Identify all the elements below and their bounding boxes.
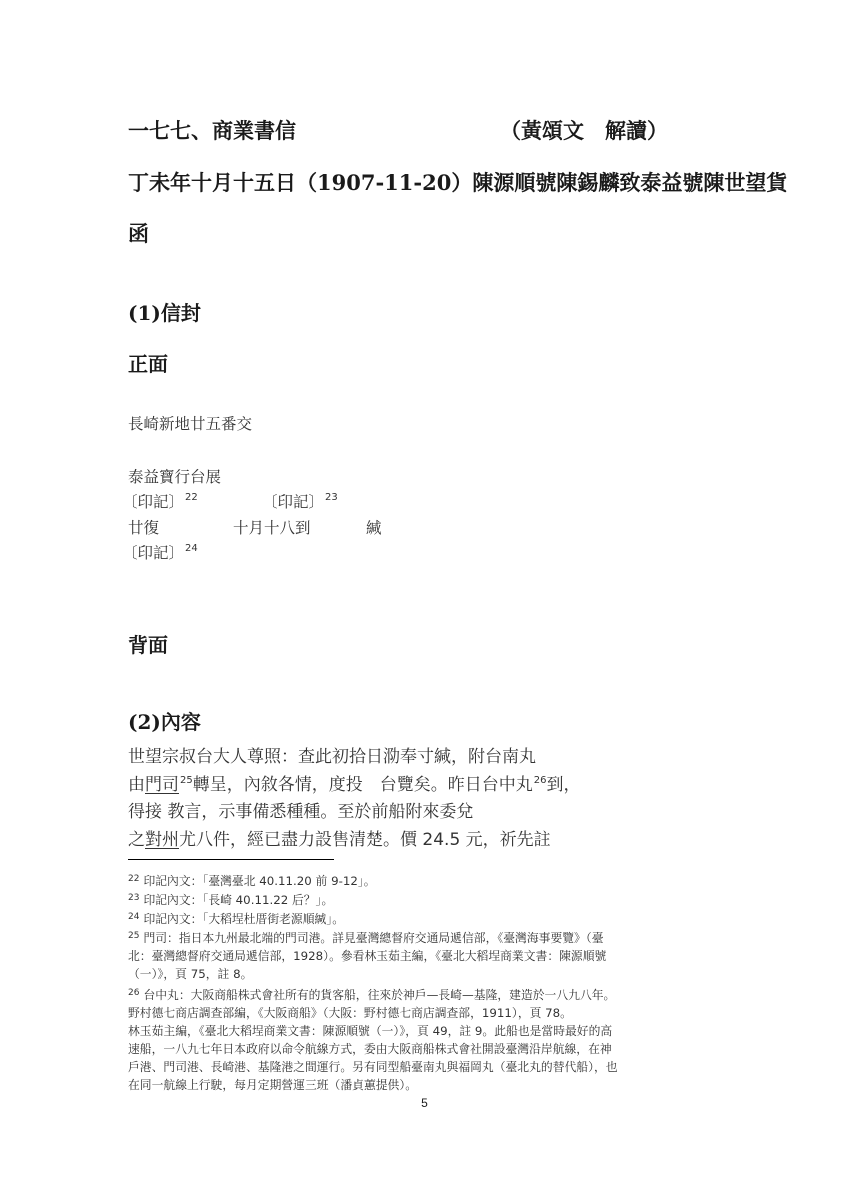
- footnote-line: 在同一航線上行駛，每月定期營運三班（潘貞蕙提供）。: [128, 1078, 418, 1092]
- letter-line-4: [128, 825, 551, 850]
- footnote-number: 24: [128, 912, 140, 922]
- seal-text: 〔印記〕: [122, 544, 185, 562]
- place-tsushima: 對州: [145, 830, 179, 850]
- letter-subtitle-line1: 丁未年十月十五日（1907-11-20）陳源順號陳錫麟致泰益號陳世望貨: [128, 170, 788, 195]
- footnote-line: 野村德七商店調查部編，《大阪商船》（大阪：野村德七商店調查部，1911），頁 78。: [128, 1006, 572, 1020]
- letter-subtitle-line2: 函: [128, 221, 149, 246]
- seal-mark-24: [122, 541, 198, 563]
- translator-credit: （黃頌文 解讀）: [500, 118, 668, 143]
- footnote-line: 北：臺灣總督府交通局遞信部，1928）。參看林玉茹主編，《臺北大稻埕商業文書：陳源順號: [128, 949, 607, 963]
- sealed-mark: 緘: [366, 519, 382, 537]
- back-label: 背面: [128, 633, 168, 657]
- footnote-line: 門司：指日本九州最北端的門司港。詳見臺灣總督府交通局遞信部，《臺灣海事要覽》（臺: [143, 931, 604, 945]
- place-moji: 門司: [145, 775, 179, 795]
- footnote-22: [128, 870, 376, 890]
- received-date: 十月十八到: [233, 519, 311, 537]
- text-run: 尤八件，經已盡力設售清楚。價 24.5 元，祈先註: [179, 830, 551, 850]
- footnote-number: 23: [128, 893, 140, 903]
- letter-line-2: [128, 770, 580, 795]
- seal-text: 〔印記〕: [262, 493, 325, 511]
- footnote-text: 印記內文：「長崎 40.11.22 后？」。: [143, 893, 334, 907]
- front-label: 正面: [128, 352, 168, 376]
- footnote-line: 台中丸：大阪商船株式會社所有的貨客船，往來於神戶—長崎—基隆，建造於一八九八年。: [143, 988, 616, 1002]
- seal-mark-22: [122, 490, 198, 512]
- footnote-line: 林玉茹主編，《臺北大稻埕商業文書：陳源順號（一）》，頁 49，註 9。此船也是當時最好的高: [128, 1024, 613, 1038]
- footnote-number: 26: [128, 988, 140, 998]
- footnote-24: [128, 908, 344, 928]
- footnote-text: 印記內文：「大稻埕杜厝街老源順緘」。: [143, 912, 344, 926]
- footnote-text: 印記內文：「臺灣臺北 40.11.20 前 9-12」。: [143, 874, 376, 888]
- text-run: 轉呈，內敘各情，度投 台覽矣。昨日台中丸: [192, 775, 533, 795]
- envelope-address: 長崎新地廿五番交: [128, 415, 253, 433]
- footnote-number: 25: [128, 931, 140, 941]
- footnote-line: （一）》，頁 75，註 8。: [128, 967, 253, 981]
- text-run: 到，: [546, 775, 581, 795]
- section-heading-content: (2)內容: [128, 710, 201, 734]
- letter-line-1: 世望宗叔台大人尊照：查此初拾日泐奉寸緘，附台南丸: [128, 747, 536, 767]
- seal-mark-23: [262, 490, 338, 512]
- footnote-divider: [128, 859, 334, 860]
- footnote-23: [128, 889, 333, 909]
- letter-line-3: 得接 教言，示事備悉種種。至於前船附來委兌: [128, 802, 474, 822]
- section-heading-envelope: (1)信封: [128, 301, 201, 325]
- page-number: 5: [421, 1096, 428, 1110]
- footnote-line: 戶港、門司港、長崎港、基隆港之間運行。另有同型船臺南丸與福岡丸（臺北丸的替代船），也: [128, 1060, 618, 1074]
- footnote-ref-22[interactable]: 22: [185, 492, 198, 503]
- footnote-line: 速船，一八九七年日本政府以命令航線方式，委由大阪商船株式會社開設臺灣沿岸航線，在神: [128, 1042, 612, 1056]
- footnote-ref-24[interactable]: 24: [185, 543, 198, 554]
- footnote-number: 22: [128, 874, 140, 884]
- text-run: 之: [128, 830, 145, 850]
- footnote-26: [128, 984, 618, 1094]
- footnote-25: [128, 927, 606, 983]
- seal-text: 〔印記〕: [122, 493, 185, 511]
- reply-note: 廿復: [128, 519, 160, 537]
- footnote-ref-26[interactable]: 26: [533, 775, 547, 786]
- footnote-ref-25[interactable]: 25: [180, 775, 193, 786]
- text-run: 由: [128, 775, 145, 795]
- footnote-ref-23[interactable]: 23: [325, 492, 338, 503]
- document-title: 一七七、商業書信: [128, 118, 296, 143]
- envelope-recipient: 泰益寶行台展: [128, 468, 222, 486]
